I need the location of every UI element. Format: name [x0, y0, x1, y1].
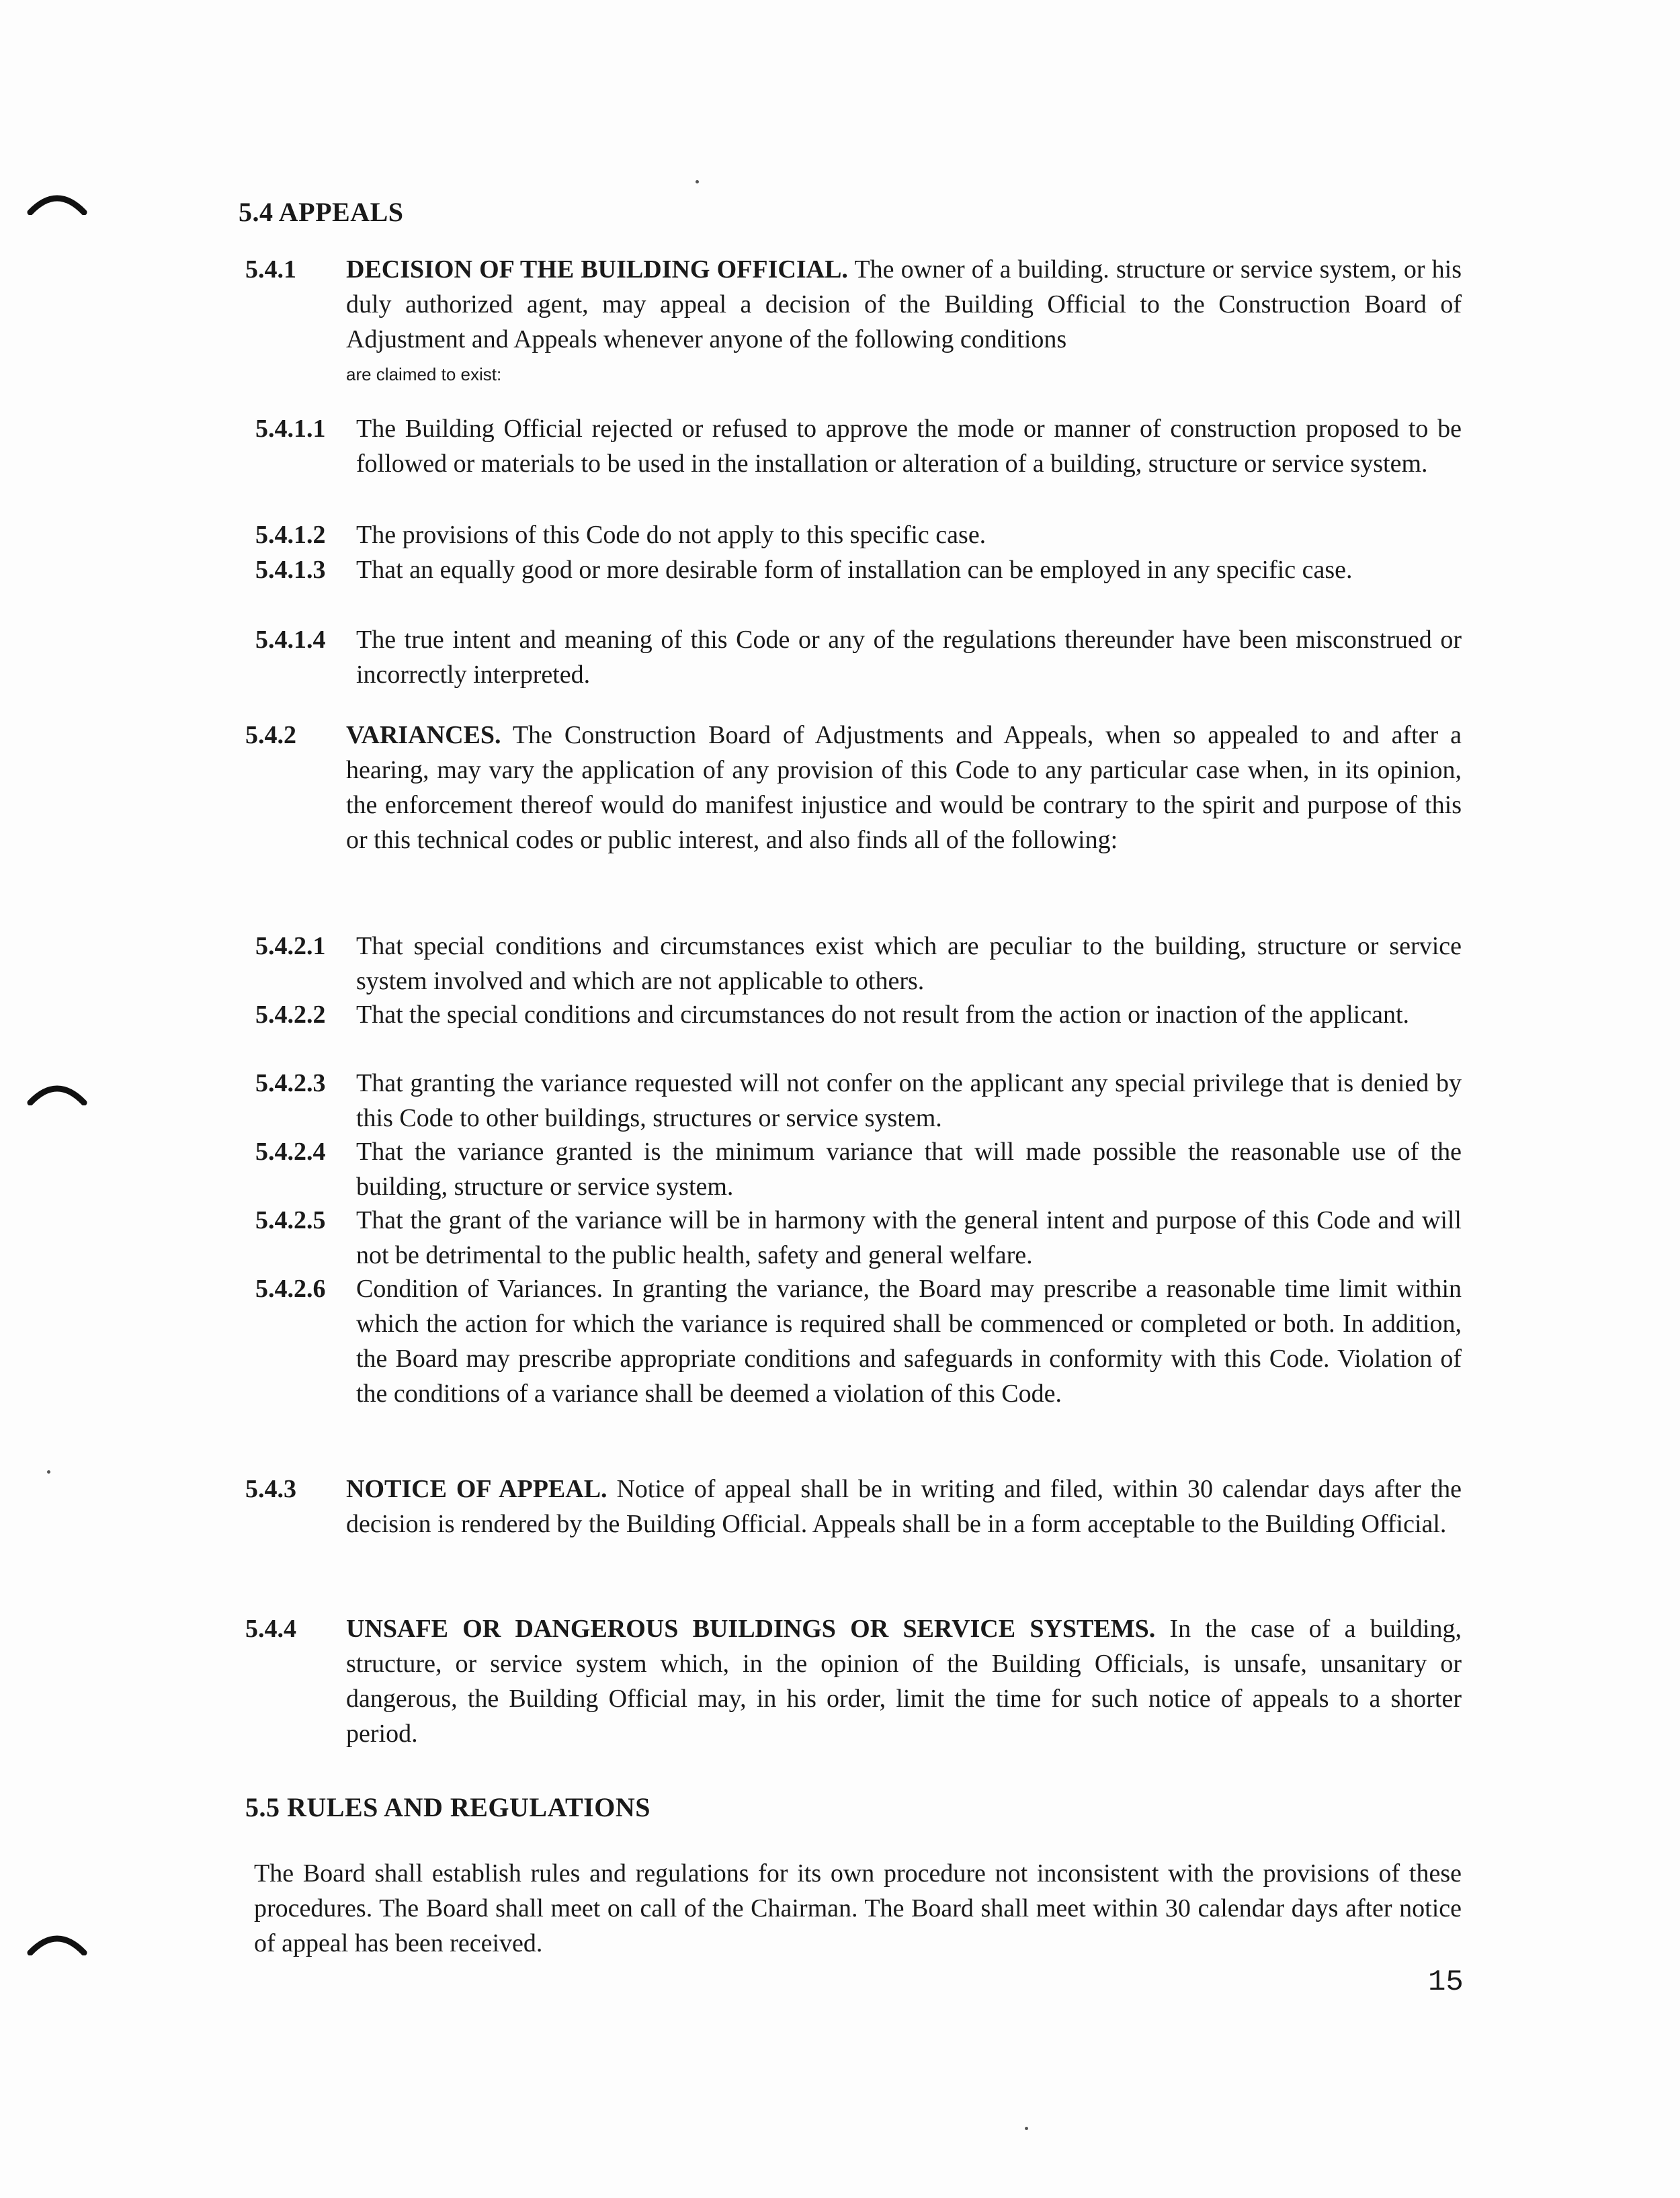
item-text: That granting the variance requested will not confer on the applicant any special privilege that is denied by this Code to other buildings, structures or service system. — [356, 1069, 1462, 1132]
scan-speck — [696, 180, 699, 183]
section-body — [346, 252, 1462, 392]
item-text: That an equally good or more desirable form of installation can be employed in any specific case. — [356, 556, 1353, 584]
list-item-5-4-2-6 — [255, 1271, 1462, 1411]
section-5-4-1 — [245, 252, 1462, 392]
item-number: 5.4.2.1 — [255, 932, 326, 960]
section-subtitle: DECISION OF THE BUILDING OFFICIAL. — [346, 255, 848, 284]
section-body — [346, 1611, 1462, 1751]
scan-speck — [1025, 2127, 1028, 2130]
section-subtitle: NOTICE OF APPEAL. — [346, 1475, 607, 1503]
item-number: 5.4.2.6 — [255, 1275, 326, 1303]
list-item-5-4-1-3 — [255, 552, 1462, 587]
list-item-5-4-2-5 — [255, 1203, 1462, 1273]
section-body — [346, 718, 1462, 857]
item-text: That the grant of the variance will be in harmony with the general intent and purpose of this Code and will not be detrimental to the public health, safety and general welfare. — [356, 1206, 1462, 1269]
section-text: Notice of appeal shall be in writing and filed, within 30 calendar days after the decision is rendered by the Building Official. Appeals shall be in a form acceptable to the Building Official. — [346, 1475, 1462, 1538]
list-item-5-4-2-1 — [255, 929, 1462, 999]
scan-speck — [47, 1470, 50, 1474]
item-text: The true intent and meaning of this Code or any of the regulations thereunder have been misconstrued or incorrectly interpreted. — [356, 626, 1462, 689]
section-5-4-4 — [245, 1611, 1462, 1751]
item-number: 5.4.1.4 — [255, 626, 326, 654]
list-item-5-4-1-2 — [255, 517, 1462, 552]
section-number: 5.4.1 — [245, 255, 296, 284]
section-5-4-3 — [245, 1472, 1462, 1541]
item-number: 5.4.2.3 — [255, 1069, 326, 1097]
section-number: 5.4.2 — [245, 721, 296, 749]
page-number: 15 — [1428, 1965, 1464, 1999]
list-item-5-4-1-1 — [255, 411, 1462, 481]
item-text: That the special conditions and circumstances do not result from the action or inaction of the applicant. — [356, 1001, 1410, 1029]
section-text-tail: are claimed to exist: — [346, 364, 502, 384]
section-5-4-2 — [245, 718, 1462, 857]
section-text: The Construction Board of Adjustments and Appeals, when so appealed to and after a hearing, may vary the application of any provision of this Code to any particular case when, in its opinion, the enforcement thereof would do manifest injustice and would be contrary to the spirit and purpose of this or this technical codes or public interest, and also finds all of the following: — [346, 721, 1462, 854]
section-5-4-title: 5.4 APPEALS — [239, 197, 404, 227]
section-number: 5.4.4 — [245, 1615, 296, 1643]
item-text: The Building Official rejected or refused to approve the mode or manner of construction proposed to be followed or materials to be used in the installation or alteration of a building, structure or service system. — [356, 415, 1462, 478]
section-text: The owner of a building. structure or service system, or his duly authorized agent, may appeal a decision of the Building Official to the Construction Board of Adjustment and Appeals whenever anyone of the following conditions — [346, 255, 1462, 353]
section-number: 5.4.3 — [245, 1475, 296, 1503]
section-5-5-text: The Board shall establish rules and regulations for its own procedure not inconsistent with the provisions of these procedures. The Board shall meet on call of the Chairman. The Board shall meet within 30 calendar days after notice of appeal has been received. — [254, 1859, 1462, 1957]
item-number: 5.4.1.1 — [255, 415, 326, 443]
list-item-5-4-2-4 — [255, 1134, 1462, 1204]
item-number: 5.4.1.2 — [255, 521, 326, 549]
section-text: In the case of a building, structure, or service system which, in the opinion of the Building Officials, is unsafe, unsanitary or dangerous, the Building Official may, in his order, limit the time for such notice of appeals to a shorter period. — [346, 1615, 1462, 1748]
section-subtitle: VARIANCES. — [346, 721, 501, 749]
item-number: 5.4.2.4 — [255, 1138, 326, 1166]
item-number: 5.4.2.2 — [255, 1001, 326, 1029]
list-item-5-4-2-3 — [255, 1066, 1462, 1136]
item-text: That special conditions and circumstances exist which are peculiar to the building, structure or service system involved and which are not applicable to others. — [356, 932, 1462, 995]
punch-hole-mark-bottom — [27, 1929, 87, 1955]
section-subtitle: UNSAFE OR DANGEROUS BUILDINGS OR SERVICE SYSTEMS. — [346, 1615, 1156, 1643]
punch-hole-mark-top — [27, 188, 87, 215]
item-number: 5.4.1.3 — [255, 556, 326, 584]
list-item-5-4-2-2 — [255, 997, 1462, 1032]
punch-hole-mark-middle — [27, 1079, 87, 1105]
section-5-5-title: 5.5 RULES AND REGULATIONS — [245, 1792, 650, 1822]
item-text: The provisions of this Code do not apply to this specific case. — [356, 521, 986, 549]
item-text: Condition of Variances. In granting the variance, the Board may prescribe a reasonable time limit within which the action for which the variance is required shall be commenced or completed or both. In addition, the Board may prescribe appropriate conditions and safeguards in conformity with this Code. Violation of the conditions of a variance shall be deemed a violation of this Code. — [356, 1275, 1462, 1408]
item-number: 5.4.2.5 — [255, 1206, 326, 1234]
list-item-5-4-1-4 — [255, 622, 1462, 692]
section-body — [346, 1472, 1462, 1541]
item-text: That the variance granted is the minimum variance that will made possible the reasonable use of the building, structure or service system. — [356, 1138, 1462, 1201]
